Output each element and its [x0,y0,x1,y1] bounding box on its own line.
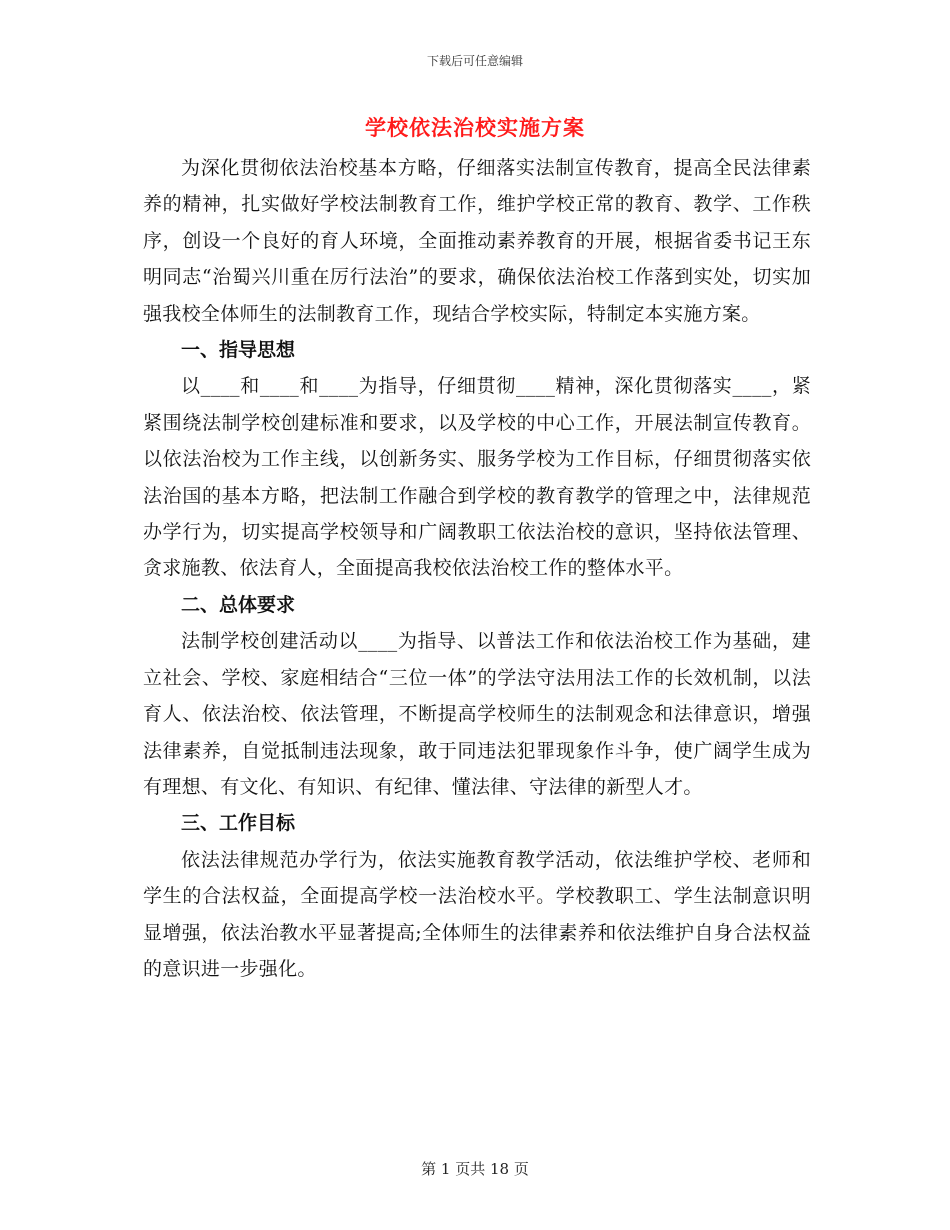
document-title: 学校依法治校实施方案 [365,116,585,140]
header-note: 下载后可任意编辑 [426,54,523,68]
section-heading-guiding-ideology: 一、指导思想 [181,339,296,362]
intro-paragraph: 为深化贯彻依法治校基本方略，仔细落实法制宣传教育，提高全民法律素养的精神，扎实做好学校法制教育工作，维护学校正常的教育、教学、工作秩序，创设一个良好的育人环境，全面推动素养教育的开展，根据省委书记王东明同志“治蜀兴川重在厉行法治”的要求，确保依法治校工作落到实处，切实加强我校全体师生的法制教育工作，现结合学校实际，特制定本实施方案。 [143,157,811,325]
work-goals-paragraph: 依法法律规范办学行为，依法实施教育教学活动，依法维护学校、老师和学生的合法权益，全面提高学校一法治校水平。学校教职工、学生法制意识明显增强，依法治教水平显著提高;全体师生的法律素养和依法维护自身合法权益的意识进一步强化。 [143,848,811,980]
guiding-ideology-paragraph: 以____和____和____为指导，仔细贯彻____精神，深化贯彻落实____，紧紧围绕法制学校创建标准和要求，以及学校的中心工作，开展法制宣传教育。以依法治校为工作主线，以创新务实、服务学校为工作目标，仔细贯彻落实依法治国的基本方略，把法制工作融合到学校的教育教学的管理之中，法律规范办学行为，切实提高学校领导和广阔教职工依法治校的意识，坚持依法管理、贪求施教、依法育人，全面提高我校依法治校工作的整体水平。 [143,375,811,580]
section-heading-overall-requirements: 二、总体要求 [181,593,296,616]
overall-requirements-paragraph: 法制学校创建活动以____为指导、以普法工作和依法治校工作为基础，建立社会、学校、家庭相结合“三位一体”的学法守法用法工作的长效机制，以法育人、依法治校、依法管理，不断提高学校师生的法制观念和法律意识，增强法律素养，自觉抵制违法现象，敢于同违法犯罪现象作斗争，使广阔学生成为有理想、有文化、有知识、有纪律、懂法律、守法律的新型人才。 [143,630,811,798]
page-footer: 第 1 页共 18 页 [421,1160,529,1178]
document-body [143,150,811,987]
section-heading-work-goals: 三、工作目标 [181,812,296,835]
